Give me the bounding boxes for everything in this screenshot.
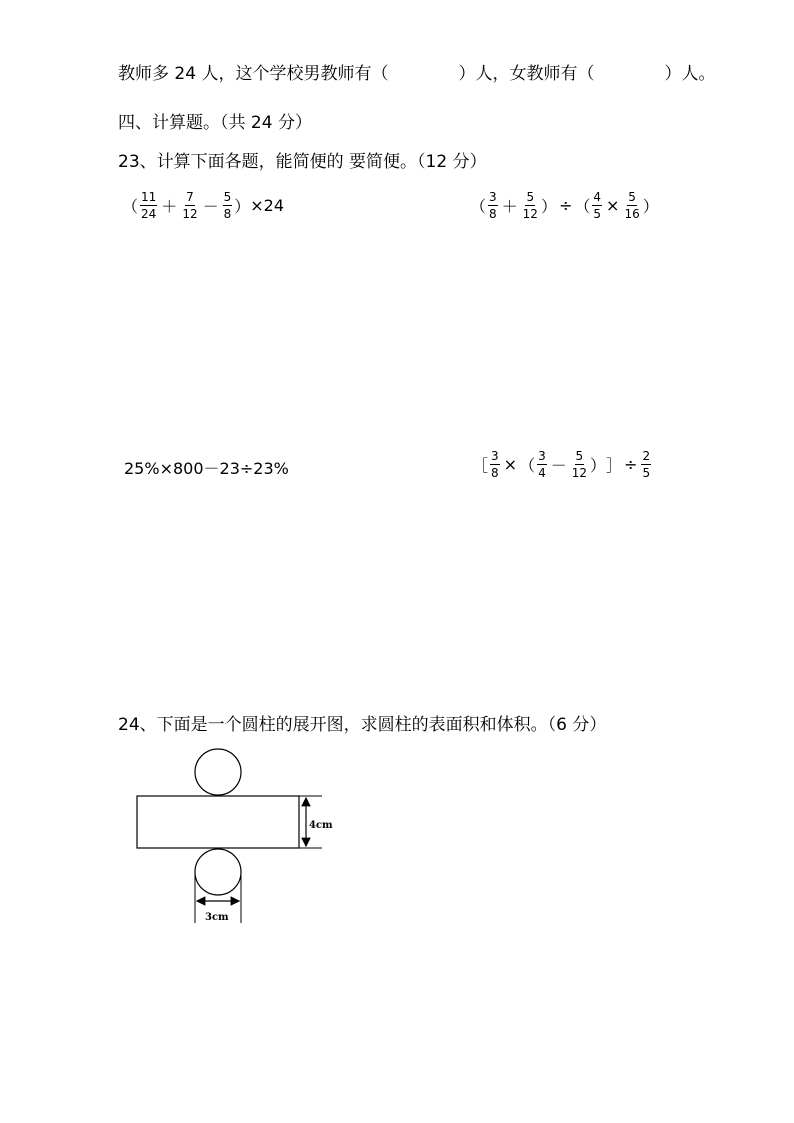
- fraction: [181, 190, 198, 221]
- q23-expression-1: [122, 190, 284, 221]
- numerator: 5: [575, 449, 584, 463]
- q22-text-part2: ）人，女教师有（: [458, 64, 595, 84]
- multiply-operator: ×: [606, 196, 620, 215]
- paren-open: （: [122, 197, 139, 216]
- q24-title: 24、下面是一个圆柱的展开图，求圆柱的表面积和体积。（6 分）: [118, 715, 607, 735]
- paren-open: （: [519, 456, 536, 475]
- q22-tail-line: [118, 62, 715, 86]
- denominator: 24: [141, 207, 157, 221]
- section-title: 四、计算题。（共 24 分）: [118, 113, 312, 133]
- paren-close: ）: [540, 197, 557, 216]
- denominator: 8: [489, 207, 497, 221]
- numerator: 5: [628, 190, 636, 204]
- divide-operator: ÷: [624, 455, 638, 474]
- bracket-close: ］: [606, 456, 623, 475]
- expression-text: 25%×800－23÷23%: [124, 459, 289, 478]
- denominator: 16: [624, 207, 640, 221]
- numerator: 11: [141, 190, 157, 204]
- fraction: [592, 190, 602, 221]
- denominator: 12: [571, 466, 588, 480]
- paren-close: ）: [590, 456, 607, 475]
- q23-title: 23、计算下面各题，能简便的 要简便。（12 分）: [118, 152, 487, 172]
- lateral-rectangle: [137, 796, 299, 848]
- numerator: 3: [491, 449, 499, 463]
- fraction: [522, 190, 539, 221]
- denominator: 8: [223, 207, 232, 221]
- minus-operator: －: [550, 456, 567, 475]
- divide-operator: ÷: [558, 196, 573, 215]
- diameter-label: 3cm: [205, 912, 229, 923]
- fraction: [140, 190, 157, 221]
- denominator: 5: [642, 466, 651, 480]
- numerator: 4: [593, 190, 602, 204]
- numerator: 5: [223, 190, 232, 204]
- multiply-operator: ×: [503, 455, 518, 474]
- numerator: 5: [526, 190, 535, 204]
- minus-operator: －: [202, 197, 219, 216]
- height-label: 4cm: [309, 820, 333, 831]
- fraction: [223, 190, 233, 221]
- paren-close: ）: [234, 197, 251, 216]
- q23-expression-3: [124, 456, 289, 479]
- multiply-tail: ×24: [250, 196, 285, 215]
- fraction: [490, 449, 500, 480]
- numerator: 7: [186, 190, 194, 204]
- denominator: 5: [593, 207, 602, 221]
- q22-text-part3: ）人。: [664, 64, 716, 84]
- numerator: 3: [538, 449, 546, 463]
- bottom-circle: [195, 849, 241, 895]
- bracket-open: ［: [472, 456, 489, 475]
- paren-open: （: [574, 197, 591, 216]
- paren-close: ）: [642, 197, 659, 216]
- plus-operator: ＋: [161, 197, 178, 216]
- q23-expression-4: [472, 449, 653, 480]
- q23-expression-2: [470, 190, 659, 221]
- denominator: 4: [538, 466, 546, 480]
- denominator: 12: [182, 207, 198, 221]
- fraction: [623, 190, 640, 221]
- top-circle: [195, 749, 241, 795]
- fraction: [641, 449, 651, 480]
- fraction: [571, 449, 588, 480]
- fraction: [537, 449, 547, 480]
- numerator: 3: [489, 190, 497, 204]
- fraction: [488, 190, 498, 221]
- denominator: 8: [491, 466, 499, 480]
- paren-open: （: [470, 197, 487, 216]
- q22-text-part1: 教师多 24 人，这个学校男教师有（: [118, 64, 389, 84]
- denominator: 12: [522, 207, 538, 221]
- plus-operator: ＋: [501, 197, 518, 216]
- numerator: 2: [642, 449, 651, 463]
